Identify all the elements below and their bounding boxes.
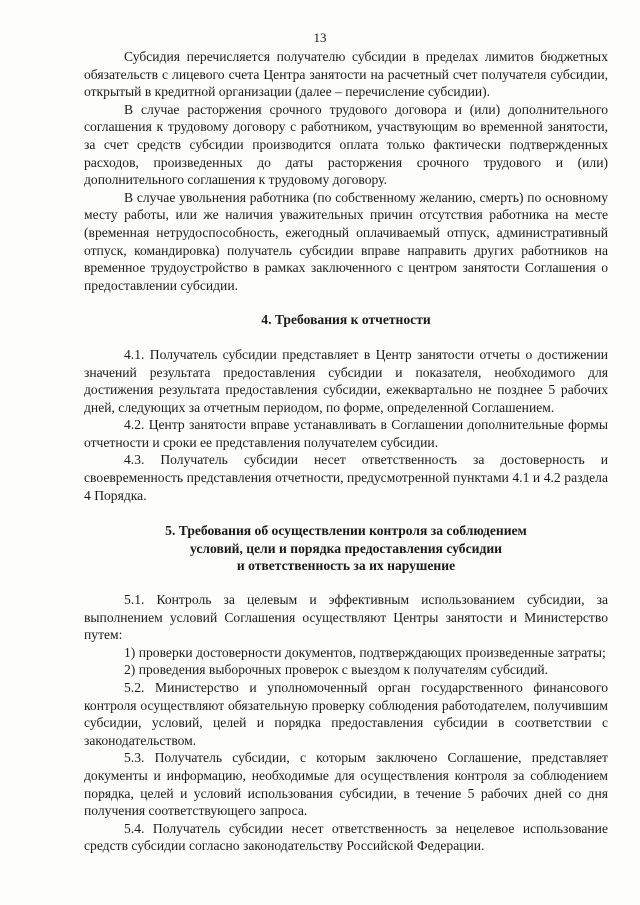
paragraph-intro-2: В случае расторжения срочного трудового договора и (или) дополнительного соглашения к трудовому договору с работником, участвующим во временной занятости, за счет средств субсидии производится оплата только фактически подтвержденных расходов, произведенных до даты расторжения срочного трудового и (или) дополнительного соглашения к трудовому договору. [84,101,608,188]
section-5-heading-line-2: условий, цели и порядка предоставления субсидии [189,540,502,556]
section-5-heading-line-3: и ответственность за их нарушение [236,558,456,574]
paragraph-intro-1: Субсидия перечисляется получателю субсидии в пределах лимитов бюджетных обязательств с лицевого счета Центра занятости на расчетный счет получателя субсидии, открытый в кредитной организации (далее – перечисление субсидии). [84,49,608,100]
section-5-heading-line-1: 5. Требования об осуществлении контроля за соблюдением [165,523,527,539]
page-number: 13 [313,30,327,45]
paragraph-5-1-item-1: 1) проверки достоверности документов, подтверждающих произведенные затраты; [124,644,606,660]
paragraph-5-3: 5.3. Получатель субсидии, с которым заключено Соглашение, представляет документы и информацию, необходимые для осуществления контроля за соблюдением порядка, целей и условий использования субсидии, в течение 5 рабочих дней со дня получения соответствующего запроса. [84,750,608,819]
paragraph-4-2: 4.2. Центр занятости вправе устанавливать в Соглашении дополнительные формы отчетности и сроки ее представления получателем субсидии. [84,417,608,450]
paragraph-5-2: 5.2. Министерство и уполномоченный орган государственного финансового контроля осуществляют обязательную проверку соблюдения работодателем, получившим субсидии, условий, целей и порядка предоставления субсидии в соответствии с законодательством. [84,680,608,748]
paragraph-4-3: 4.3. Получатель субсидии несет ответственность за достоверность и своевременность представления отчетности, предусмотренной пунктами 4.1 и 4.2 раздела 4 Порядка. [84,452,608,503]
paragraph-intro-3: В случае увольнения работника (по собственному желанию, смерть) по основному месту работы, или же наличия уважительных причин отсутствия работника на месте (временная нетрудоспособность, ежегодный оплачиваемый отпуск, административный отпуск, командировка) получатель субсидии вправе направить других работников на временное трудоустройство в рамках заключенного с центром занятости Соглашения о предоставлении субсидии. [84,189,608,293]
paragraph-5-1-item-2: 2) проведения выборочных проверок с выездом к получателям субсидий. [124,662,549,678]
document-body [84,48,608,855]
section-5-heading [84,522,608,575]
section-4-heading: 4. Требования к отчетности [261,312,431,328]
paragraph-5-1: 5.1. Контроль за целевым и эффективным использованием субсидии, за выполнением условий Соглашения осуществляют Центры занятости и Министерство путем: [84,592,608,643]
paragraph-4-1: 4.1. Получатель субсидии представляет в Центр занятости отчеты о достижении значений результата предоставления субсидии и показателя, необходимого для достижения результата предоставления субсидии, ежеквартально не позднее 5 рабочих дней, следующих за отчетным периодом, по форме, определенной Соглашением. [84,346,608,415]
paragraph-5-4: 5.4. Получатель субсидии несет ответственность за нецелевое использование средств субсидии согласно законодательству Российской Федерации. [84,820,608,854]
